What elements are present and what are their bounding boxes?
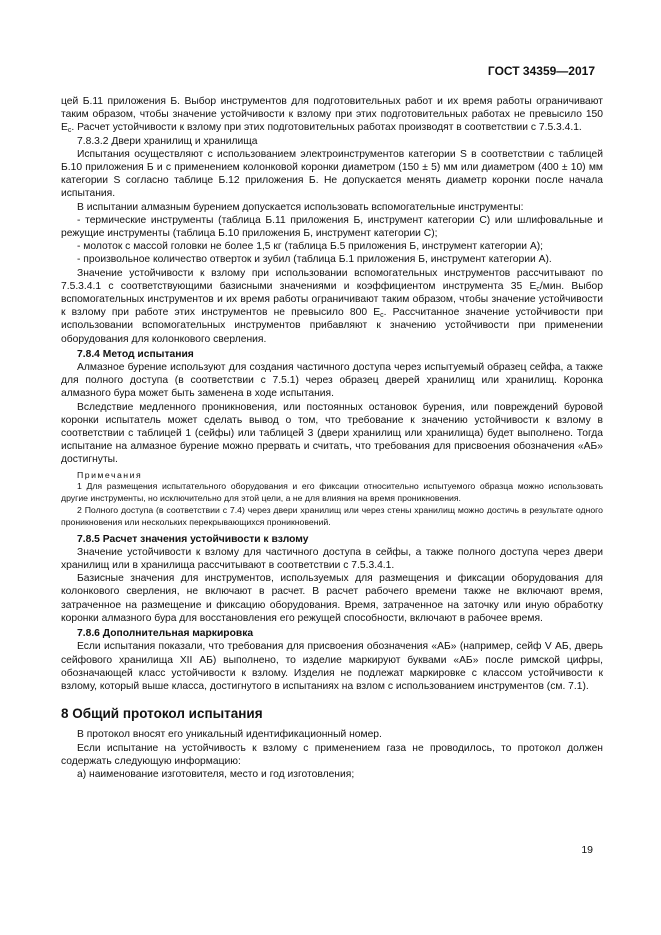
paragraph: Базисные значения для инструментов, используемых для размещения и фиксации оборудования для колонкового сверления, не включают в расчет. В расчет рабочего времени также не включают время, затраченное на размещение и фиксацию оборудования. Время, затраченное на заточку или иную обработку коронки алмазного бура для восстановления его режущей способности, включают в рабочее время. [61,573,603,624]
notes-heading: Примечания [77,469,143,480]
section-heading-7-8-6: 7.8.6 Дополнительная маркировка [77,628,254,640]
paragraph: Если испытание на устойчивость к взлому с применением газа не проводилось, то протокол должен содержать следующую информацию: [61,742,603,767]
paragraph: Испытания осуществляют с использованием электроинструментов категории S в соответствии с таблицей Б.10 приложения Б и с применением колонковой коронки диаметром (150 ± 5) мм или диаметром (400 ± 10) мм категории S согласно таблице Б.12 приложения Б. Не допускается менять диаметр коронки после начала испытания. [61,148,603,200]
paragraph: Значение устойчивости к взлому для частичного доступа в сейфы, а также полного доступа через двери хранилищ или в хранилища рассчитывают в соответствии с 7.5.3.4.1. [61,546,603,572]
section-heading-7-8-5: 7.8.5 Расчет значения устойчивости к взлому [77,533,309,545]
list-item: а) наименование изготовителя, место и год изготовления; [77,768,355,780]
paragraph: В испытании алмазным бурением допускается использовать вспомогательные инструменты: [77,201,524,213]
paragraph: В протокол вносят его уникальный идентификационный номер. [77,729,382,741]
list-item: - произвольное количество отверток и зубил (таблица Б.1 приложения Б, инструмент категории А). [77,254,552,266]
paragraph: Вследствие медленного проникновения, или постоянных остановок бурения, или повреждений буровой коронки испытатель может сделать вывод о том, что требование к значению устойчивости к взлому в соответствии с таблицей 1 (сейфы) или таблицей 3 (двери хранилищ или хранилища) будет выполнено. Тогда испытание на алмазное бурение можно прервать и считать, что требования для присвоения обозначения «АБ» достигнуты. [61,401,603,466]
subsection-heading-7-8-3-2: 7.8.3.2 Двери хранилищ и хранилища [77,135,258,147]
document-code: ГОСТ 34359—2017 [487,64,595,78]
list-item: - молоток с массой головки не более 1,5 кг (таблица Б.5 приложения Б, инструмент категории А); [77,241,543,253]
page-content [61,95,603,781]
paragraph: Если испытания показали, что требования для присвоения обозначения «АБ» (например, сейф V АБ, дверь сейфового хранилища XII АБ) выполнено, то изделие маркируют буквами «АБ» после римской цифры, обозначающей класс устойчивости к взлому. Изделия не подлежат маркировке с классом устойчивости к взлому, который выше класса, достигнутого в испытаниях на взлом с использованием инструментов (см. 7.1). [61,641,603,692]
paragraph: Алмазное бурение используют для создания частичного доступа через испытуемый образец сейфа, а также для полного доступа (в соответствии с 7.5.1) через образец дверей хранилищ или хранилищ. Коронка алмазного бура может быть заменена в ходе испытания. [61,362,603,400]
paragraph: цей Б.11 приложения Б. Выбор инструментов для подготовительных работ и их время работы ограничивают таким образом, чтобы значение устойчивости к взлому при этих подготовительных работах не превысило 150 $E_c$. Расчет устойчивости к взлому при этих подготовительных работах производят в соответствии с 7.5.3.4.1. [61,96,603,135]
note-item: 2 Полного доступа (в соответствии с 7.4) через двери хранилищ или через стены хранилищ можно достичь в результате одного проникновения или нескольких перекрывающихся проникновений. [61,505,603,527]
page-number: 19 [581,844,593,856]
note-item: 1 Для размещения испытательного оборудования и его фиксации относительно испытуемого образца можно использовать другие инструменты, но исключительно для этой цели, а не для влияния на время проникновения. [61,481,603,504]
notes-block [61,470,603,529]
paragraph: Значение устойчивости к взлому при использовании вспомогательных инструментов рассчитывают по 7.5.3.4.1 с соответствующими базисными значениями и коэффициентом инструмента 35 $E_c$/мин. Выбор вспомогательных инструментов и их время работы ограничивают таким образом, чтобы значение устойчивости к взлому при работе этих инструментов не превысило 800 $E_c$. Рассчитанное значение устойчивости при использовании вспомогательных инструментов прибавляют к значению устойчивости при применении оборудования для колонкового сверления. [61,267,603,345]
section-heading-7-8-4: 7.8.4 Метод испытания [77,348,194,360]
section-heading-8: 8 Общий протокол испытания [61,706,263,722]
list-item: - термические инструменты (таблица Б.11 приложения Б, инструмент категории С) или шлифовальные и режущие инструменты (таблица Б.10 приложения Б, инструмент категории С); [61,214,603,240]
